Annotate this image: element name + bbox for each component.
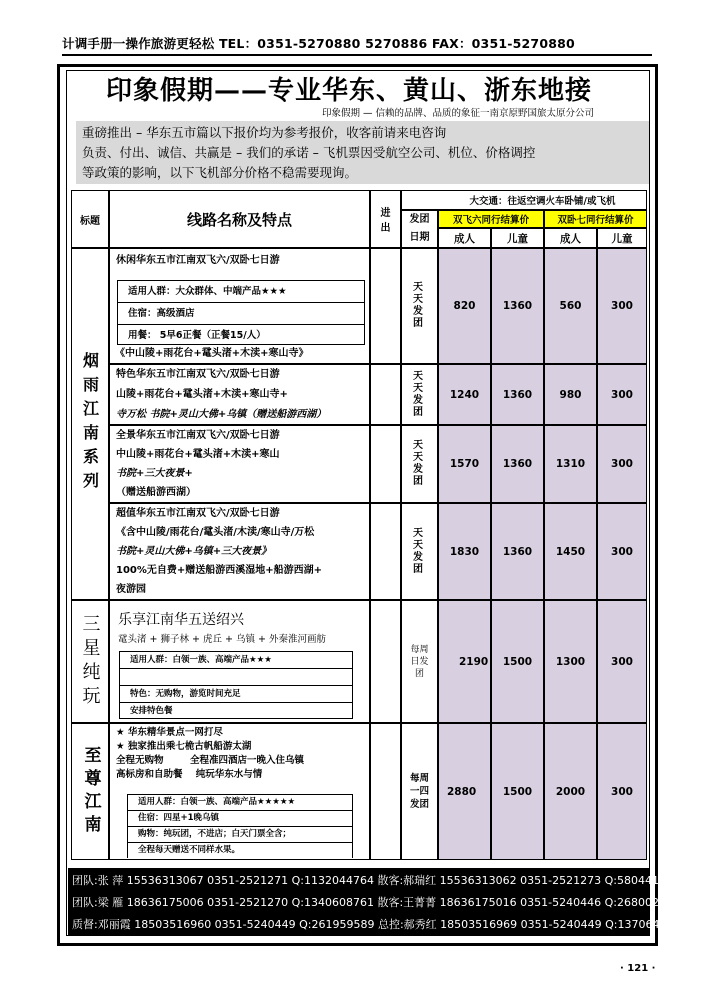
notice-box xyxy=(76,121,649,184)
route-line: 书院+灵山大佛+乌镇+三大夜景》 xyxy=(116,546,272,557)
info-line: 全程每天赠送不同样水果。 xyxy=(138,845,241,855)
header-label: 标题 xyxy=(71,190,109,248)
price-child-air: 1360 xyxy=(491,425,544,503)
date-cell: 天天发团 xyxy=(401,425,438,503)
date-cell: 每周一四发团 xyxy=(401,723,438,860)
route-line: 全景华东五市江南双飞六/双卧七日游 xyxy=(116,430,280,441)
price-table xyxy=(71,190,647,860)
route-cell xyxy=(109,364,370,425)
price-adult-train: 980 xyxy=(544,364,597,425)
header-group-train: 双卧七同行结算价 xyxy=(544,210,647,228)
price-adult-air: 1570 xyxy=(438,425,491,503)
price-child-air: 1360 xyxy=(491,503,544,600)
price-adult-air: 1240 xyxy=(438,364,491,425)
price-adult-air: 2190 xyxy=(438,600,491,723)
header-date: 发团日期 xyxy=(401,210,438,248)
header-adult: 成人 xyxy=(544,228,597,248)
inout-cell xyxy=(370,248,401,364)
route-cell xyxy=(109,425,370,503)
price-child-train: 300 xyxy=(597,364,647,425)
header-adult: 成人 xyxy=(438,228,491,248)
route-line: 休闲华东五市江南双飞六/双卧七日游 xyxy=(116,255,280,266)
header-child: 儿童 xyxy=(597,228,647,248)
route-line: 全程无购物 全程准四酒店一晚入住乌镇 xyxy=(116,755,304,766)
price-adult-air: 2880 xyxy=(438,723,491,860)
notice-line: 负责、付出、诚信、共赢是 – 我们的承诺 – 飞机票因受航空公司、机位、价格调控 xyxy=(82,145,536,160)
info-line: 特色：无购物，游览时间充足 xyxy=(120,686,352,703)
date-cell: 天天发团 xyxy=(401,364,438,425)
route-info-box xyxy=(119,651,353,719)
series-label-text: 三星纯玩 xyxy=(79,613,101,710)
price-child-air: 1360 xyxy=(491,364,544,425)
contact-line: 团队:张 萍 15536313067 0351-2521271 Q:1132044764 散客:郝瑞红 15536313062 0351-2521273 Q:580441442 xyxy=(72,874,680,887)
info-line: 用餐： 5早6正餐（正餐15/人） xyxy=(128,330,266,341)
price-adult-air: 1830 xyxy=(438,503,491,600)
route-line: 特色华东五市江南双飞六/双卧七日游 xyxy=(116,369,280,380)
route-tail xyxy=(109,344,370,364)
date-cell: 天天发团 xyxy=(401,248,438,364)
route-line: 夜游园 xyxy=(116,584,146,595)
page-number: · 121 · xyxy=(620,963,656,974)
route-line: 高标房和自助餐 纯玩华东水与情 xyxy=(116,769,263,780)
price-child-train: 300 xyxy=(597,503,647,600)
series-label-sanxing xyxy=(71,600,109,723)
route-line: 书院+三大夜景+ xyxy=(116,468,193,479)
info-line: 适用人群：大众群体、中端产品★★★ xyxy=(118,281,364,303)
series-label-text: 烟雨江南系列 xyxy=(80,352,100,496)
notice-line: 重磅推出 – 华东五市篇以下报价均为参考报价，收客前请来电咨询 xyxy=(82,125,447,140)
info-line: 安排特色餐 xyxy=(130,706,173,716)
price-child-air: 1500 xyxy=(491,600,544,723)
contact-bar xyxy=(68,868,687,936)
price-child-train: 300 xyxy=(597,600,647,723)
price-child-air: 1500 xyxy=(491,723,544,860)
price-child-train: 300 xyxy=(597,248,647,364)
notice-line: 等政策的影响，以下飞机部分价格不稳需要现询。 xyxy=(82,165,358,180)
price-adult-train: 1450 xyxy=(544,503,597,600)
price-child-air: 1360 xyxy=(491,248,544,364)
contact-line: 质督:邓丽霞 18503516960 0351-5240449 Q:261959589 总控:郝秀红 18503516969 0351-5240449 Q:13706408 xyxy=(72,918,674,931)
route-line: ★ 华东精华景点一网打尽 xyxy=(116,727,223,738)
info-line: 购物：纯玩团，不进店；白天门票全含； xyxy=(128,827,352,843)
inout-cell xyxy=(370,723,401,860)
route-info-box xyxy=(117,280,365,345)
date-cell: 天天发团 xyxy=(401,503,438,600)
info-line: 住宿：高级酒店 xyxy=(118,303,364,325)
price-child-train: 300 xyxy=(597,723,647,860)
price-adult-train: 560 xyxy=(544,248,597,364)
route-line: 《含中山陵/雨花台/鼋头渚/木渎/寒山寺/万松 xyxy=(116,527,315,538)
price-adult-air: 820 xyxy=(438,248,491,364)
header-transport: 大交通：往返空调火车卧铺/或飞机 xyxy=(401,190,647,210)
price-adult-train: 1310 xyxy=(544,425,597,503)
route-line: ★ 独家推出乘七桅古帆船游太湖 xyxy=(116,741,252,752)
info-line-blank xyxy=(120,669,352,686)
inout-cell xyxy=(370,425,401,503)
route-line: 《中山陵+雨花台+鼋头渚+木渎+寒山寺》 xyxy=(115,348,309,359)
info-line: 适用人群：白领一族、高端产品★★★★★ xyxy=(128,795,352,811)
route-info-box xyxy=(127,794,353,858)
series-label-zhizun xyxy=(71,723,109,860)
series-label-yanyu xyxy=(71,248,109,600)
info-line: 适用人群：白领一族、高端产品★★★ xyxy=(120,652,352,669)
route-line: 超值华东五市江南双飞六/双卧七日游 xyxy=(116,508,280,519)
inout-cell xyxy=(370,364,401,425)
route-line: 乐享江南华五送绍兴 xyxy=(118,612,244,628)
price-adult-train: 2000 xyxy=(544,723,597,860)
header-group-air: 双飞六同行结算价 xyxy=(438,210,544,228)
header-child: 儿童 xyxy=(491,228,544,248)
page-subtitle: 印象假期 — 信赖的品牌、品质的象征一南京原野国旅太原分公司 xyxy=(322,108,595,119)
price-child-train: 300 xyxy=(597,425,647,503)
series-label-text: 至尊江南 xyxy=(80,745,101,838)
header-inout: 进出 xyxy=(370,190,401,248)
route-line: （赠送船游西湖） xyxy=(116,487,196,498)
route-cell xyxy=(109,503,370,600)
page-title: 印象假期——专业华东、黄山、浙东地接 xyxy=(106,76,593,106)
route-line: 100%无自费+赠送船游西溪湿地+船游西湖+ xyxy=(116,565,323,576)
route-line: 中山陵+雨花台+鼋头渚+木渎+寒山 xyxy=(116,449,280,460)
price-adult-train: 1300 xyxy=(544,600,597,723)
route-line: 山陵+雨花台+鼋头渚+木渎+寒山寺+ xyxy=(116,389,288,400)
route-line: 寺万松 书院+灵山大佛+乌镇（赠送船游西湖） xyxy=(116,409,327,420)
header-route: 线路名称及特点 xyxy=(109,190,370,248)
inout-cell xyxy=(370,503,401,600)
inout-cell xyxy=(370,600,401,723)
info-line: 住宿：四星+1晚乌镇 xyxy=(128,811,352,827)
date-cell: 每周日发团 xyxy=(401,600,438,723)
contact-line: 团队:梁 雁 18636175006 0351-2521270 Q:1340608761 散客:王菁菁 18636175016 0351-5240446 Q:2680027646 xyxy=(72,896,687,909)
manual-header: 计调手册一操作旅游更轻松 TEL：0351-5270880 5270886 FAX：0351-5270880 xyxy=(62,34,652,56)
route-line: 鼋头渚 + 狮子林 + 虎丘 + 乌镇 + 外秦淮河画舫 xyxy=(118,634,326,645)
